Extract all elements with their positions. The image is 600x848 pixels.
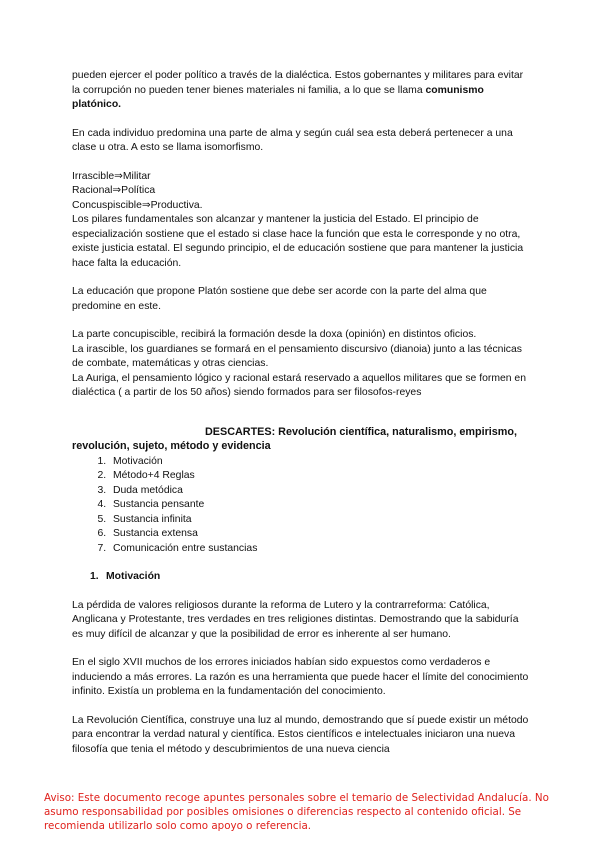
paragraph-scientific-revolution: La Revolución Científica, construye una luz al mundo, demostrando que sí puede existir un método para encontrar la verdad natural y científica. Estos científicos e intelectuales iniciaron una nueva filosofía que tenia el método y descubrimientos de una nueva ciencia [72,714,529,755]
paragraph-education: La educación que propone Platón sostiene que debe ser acorde con la parte del alma que predomine en este. [72,286,487,312]
topic-index [72,455,532,557]
soul-part-irascible: Irrascible⇒Militar [72,170,151,182]
soul-part-concupiscible: Concuspiscible⇒Productiva. [72,199,203,211]
paragraph-seventeenth-century: En el siglo XVII muchos de los errores iniciados habían sido expuestos como verdaderos e induciendo a más errores. La razón es una herramienta que puede hacer el límite del conocimiento infinito. Existía un problema en la fundamentación del conocimiento. [72,657,529,697]
document-body [72,69,532,757]
soul-part-rational: Racional⇒Política [72,185,156,196]
paragraph-auriga: La Auriga, el pensamiento lógico y racional estará reservado a aquellos militares que se formen en dialéctica ( a partir de los 50 años) siendo formados para ser filosofos-reyes [72,372,526,398]
subsection-title-motivation [72,570,532,585]
paragraph-concupiscible: La parte concupiscible, recibirá la formación desde la doxa (opinión) en distintos oficios. [72,329,477,340]
paragraph-plato-rulers [72,69,532,113]
paragraph-religious-values: La pérdida de valores religiosos durante la reforma de Lutero y la contrarreforma: Católica, Anglicana y Protestante, tres verdades en tres religiones distintas. Demostrando que la sabiduría es muy difícil de alcanzar y que la posibilidad de error es inherente al ser humano. [72,599,519,640]
disclaimer-notice: Aviso: Este documento recoge apuntes personales sobre el temario de Selectividad Andalucía. No asumo responsabilidad por posibles omisiones o diferencias respecto al contenido oficial. Se recomienda utilizarlo solo como apoyo o referencia. [44,792,549,833]
index-item: 4. Sustancia pensante [109,498,532,513]
index-item: 2. Método+4 Reglas [109,469,532,484]
index-item: 1. Motivación [109,455,532,470]
paragraph-text: pueden ejercer el poder político a través de la dialéctica. Estos gobernantes y militares para evitar la corrupción no pueden tener bienes materiales ni familia, a lo que se llama [72,70,524,96]
paragraph-irascible: La irascible, los guardianes se formará en el pensamiento discursivo (dianoia) junto a las técnicas de combate, matemáticas y otras ciencias. [72,343,522,369]
index-item: 3. Duda metódica [109,484,532,499]
paragraph-isomorphism: En cada individuo predomina una parte de alma y según cuál sea esta deberá pertenecer a una clase u otra. A esto se llama isomorfismo. [72,127,513,153]
paragraph-pillars: Los pilares fundamentales son alcanzar y mantener la justicia del Estado. El principio de especialización sostiene que el estado si clase hace la función que esta le corresponde y no otra, existe justicia estatal. El segundo principio, el de educación sostiene que para mantener la justicia hace falta la educación. [72,214,524,269]
subsection-label: Motivación [106,571,161,582]
index-item: 6. Sustancia extensa [109,527,532,542]
term-platonic-communism: comunismo platónico. [72,84,484,110]
section-heading-descartes [72,425,532,454]
index-item: 5. Sustancia infinita [109,513,532,528]
subsection-number: 1. [90,571,99,582]
heading-text: DESCARTES: Revolución científica, naturalismo, empirismo, revolución, sujeto, método y evidencia [72,425,517,452]
index-item: 7. Comunicación entre sustancias [109,542,532,557]
